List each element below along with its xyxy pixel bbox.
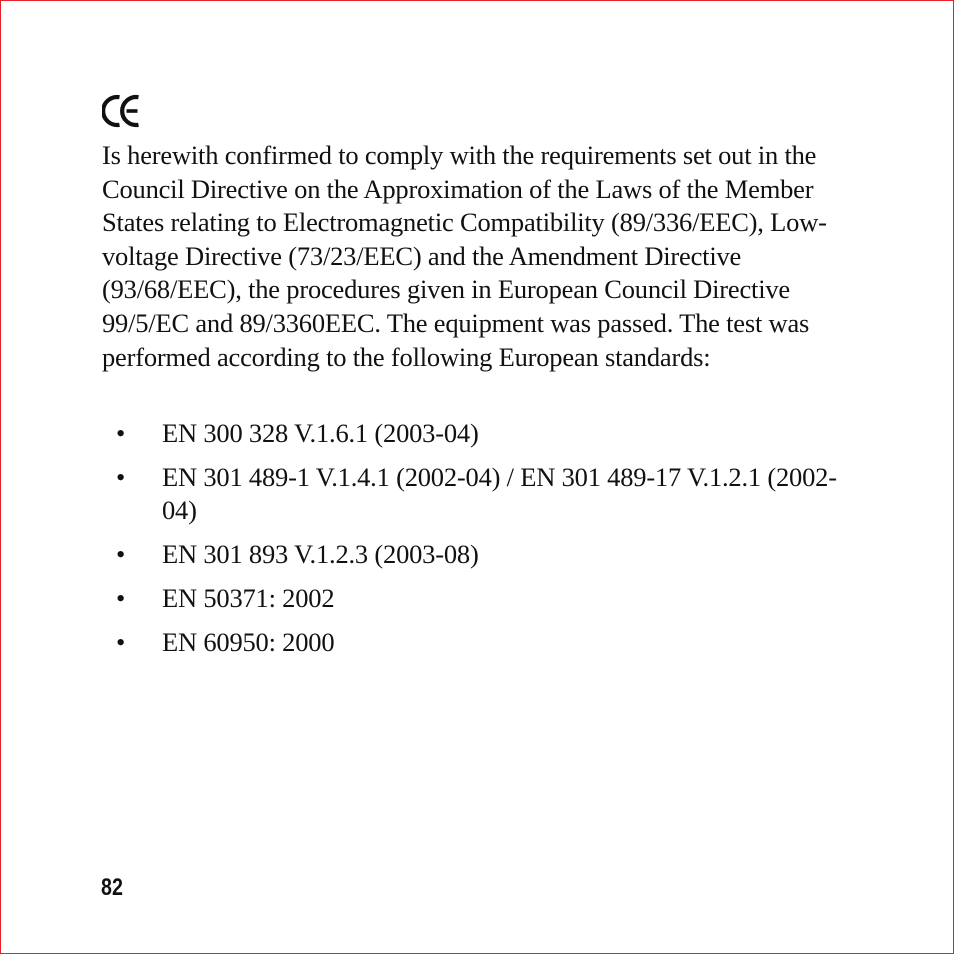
standard-text: EN 301 893 V.1.2.3 (2003-08) bbox=[162, 539, 479, 569]
bullet: • bbox=[116, 462, 126, 492]
list-item bbox=[102, 626, 852, 659]
bullet: • bbox=[116, 539, 126, 569]
ce-mark-icon bbox=[102, 94, 142, 128]
list-item bbox=[102, 582, 852, 615]
standard-text: EN 300 328 V.1.6.1 (2003-04) bbox=[162, 418, 479, 448]
list-item bbox=[102, 461, 852, 527]
standard-text: EN 301 489-1 V.1.4.1 (2002-04) / EN 301 489-17 V.1.2.1 (2002-04) bbox=[162, 462, 837, 525]
bullet: • bbox=[116, 627, 126, 657]
declaration-paragraph: Is herewith confirmed to comply with the requirements set out in the Council Directive on the Approximation of the Laws of the Member States relating to Electromagnetic Compatibility (89/336/EEC), Low-voltage Directive (73/23/EEC) and the Amendment Directive (93/68/EEC), the procedures given in European Council Directive 99/5/EC and 89/3360EEC. The equipment was passed. The test was performed according to the following European standards: bbox=[102, 140, 827, 372]
bullet: • bbox=[116, 418, 126, 448]
standard-text: EN 50371: 2002 bbox=[162, 583, 335, 613]
list-item bbox=[102, 538, 852, 571]
standards-list bbox=[102, 417, 852, 670]
standard-text: EN 60950: 2000 bbox=[162, 627, 335, 657]
list-item bbox=[102, 417, 852, 450]
page-number: 82 bbox=[101, 874, 123, 901]
bullet: • bbox=[116, 583, 126, 613]
